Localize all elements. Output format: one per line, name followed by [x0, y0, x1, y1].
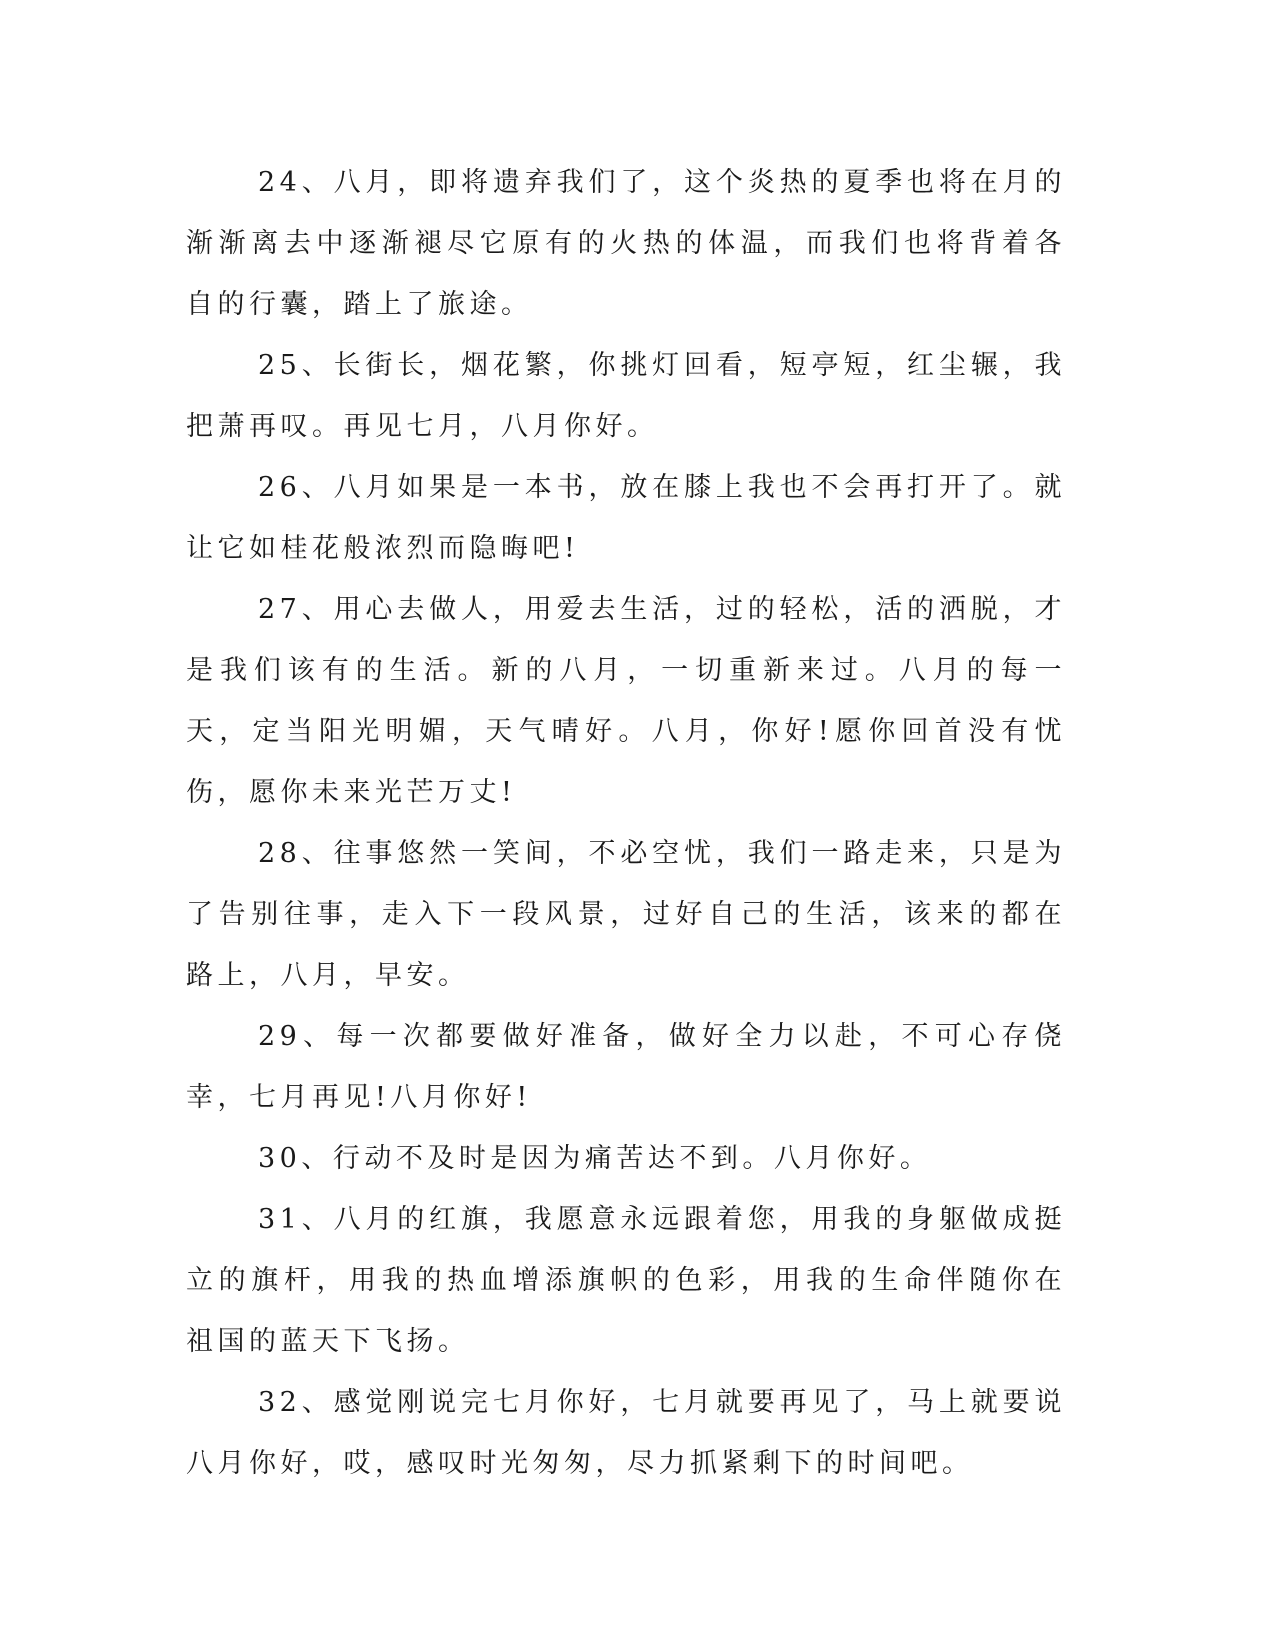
paragraph-30: 30、行动不及时是因为痛苦达不到。八月你好。: [258, 1143, 932, 1174]
paragraph-31: 31、八月的红旗，我愿意永远跟着您，用我的身躯做成挺立的旗杆，用我的热血增添旗帜的色彩，用我的生命伴随你在祖国的蓝天下飞扬。: [186, 1204, 1066, 1357]
paragraph-28: 28、往事悠然一笑间，不必空忧，我们一路走来，只是为了告别往事，走入下一段风景，过好自己的生活，该来的都在路上，八月，早安。: [186, 838, 1066, 991]
paragraph-25: 25、长街长，烟花繁，你挑灯回看，短亭短，红尘辗，我把萧再叹。再见七月，八月你好。: [186, 350, 1066, 442]
document-body: [186, 152, 1066, 1494]
paragraph-26: 26、八月如果是一本书，放在膝上我也不会再打开了。就让它如桂花般浓烈而隐晦吧!: [186, 472, 1066, 564]
paragraph-32: 32、感觉刚说完七月你好，七月就要再见了，马上就要说八月你好，哎，感叹时光匆匆，尽力抓紧剩下的时间吧。: [186, 1387, 1066, 1479]
paragraph-29: 29、每一次都要做好准备，做好全力以赴，不可心存侥幸，七月再见!八月你好!: [186, 1021, 1066, 1113]
paragraph-27: 27、用心去做人，用爱去生活，过的轻松，活的洒脱，才是我们该有的生活。新的八月，一切重新来过。八月的每一天，定当阳光明媚，天气晴好。八月，你好!愿你回首没有忧伤，愿你未来光芒万丈!: [186, 594, 1066, 808]
paragraph-24: 24、八月，即将遗弃我们了，这个炎热的夏季也将在月的渐渐离去中逐渐褪尽它原有的火热的体温，而我们也将背着各自的行囊，踏上了旅途。: [186, 167, 1066, 320]
